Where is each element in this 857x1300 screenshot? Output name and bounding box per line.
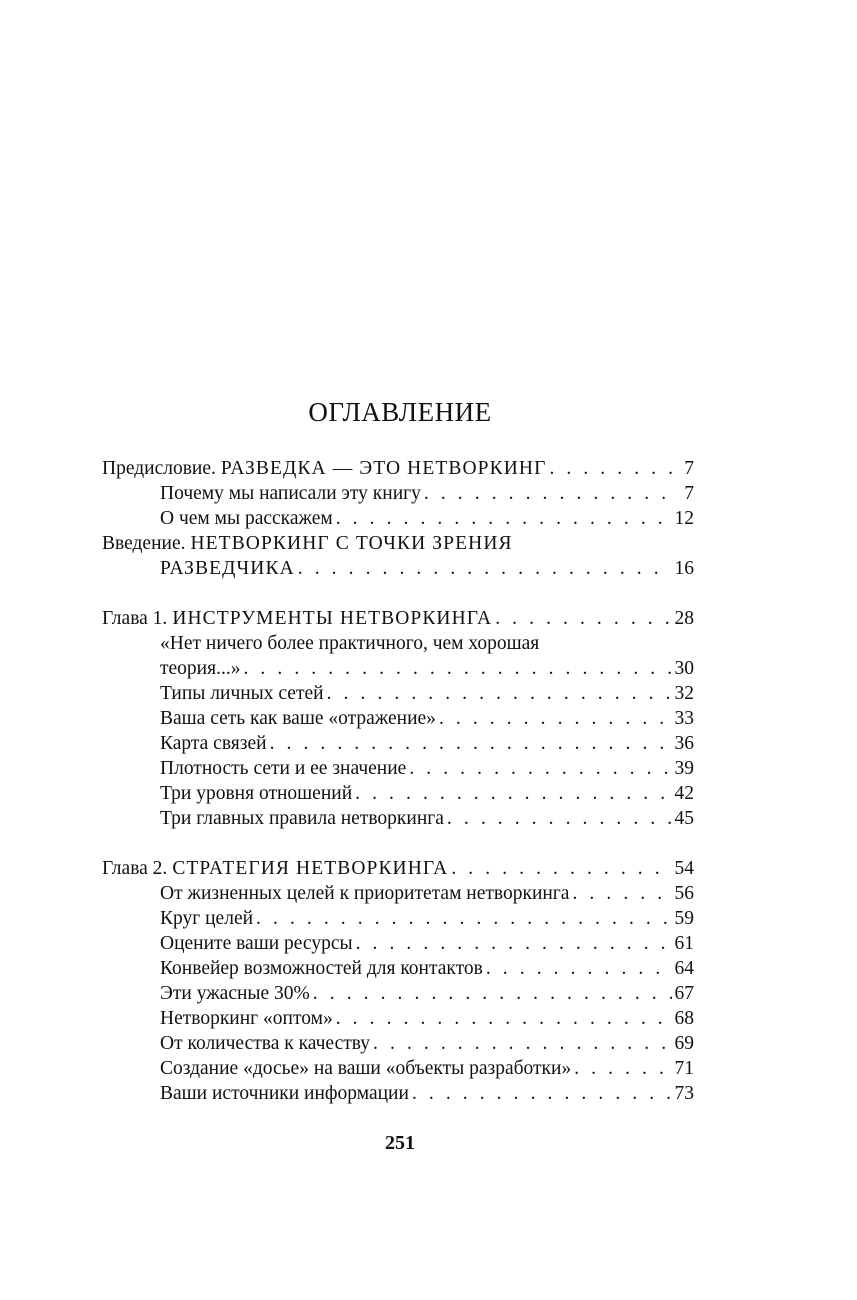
toc-entry-page: 54 bbox=[674, 858, 694, 879]
section-gap bbox=[102, 581, 694, 606]
toc-subentry-title: От жизненных целей к приоритетам нетворкинга bbox=[160, 883, 570, 904]
dot-leader bbox=[451, 856, 671, 881]
toc-entry-page: 16 bbox=[674, 558, 694, 579]
toc-subentry bbox=[102, 981, 694, 1006]
toc-subentry-title: Типы личных сетей bbox=[160, 683, 324, 704]
dot-leader bbox=[486, 956, 672, 981]
dot-leader bbox=[373, 1031, 671, 1056]
toc-subentry bbox=[102, 781, 694, 806]
toc-entry-prefix: Предисловие. bbox=[102, 458, 216, 479]
toc-subentry-title: Конвейер возможностей для контактов bbox=[160, 958, 483, 979]
toc-subentry bbox=[102, 481, 694, 506]
toc-subentry bbox=[102, 631, 694, 656]
dot-leader bbox=[355, 781, 671, 806]
toc-entry-page: 7 bbox=[684, 458, 694, 479]
toc-entry-title-continuation: РАЗВЕДЧИКА bbox=[160, 558, 295, 579]
toc-subentry bbox=[102, 756, 694, 781]
toc-subentry bbox=[102, 1056, 694, 1081]
dot-leader bbox=[409, 756, 671, 781]
toc-subentry-title: Нетворкинг «оптом» bbox=[160, 1008, 333, 1029]
toc-subentry bbox=[102, 681, 694, 706]
toc-subentry bbox=[102, 881, 694, 906]
toc-entry-intro-continuation bbox=[102, 556, 694, 581]
table-of-contents bbox=[102, 456, 694, 1106]
toc-subentry-title: Три главных правила нетворкинга bbox=[160, 808, 444, 829]
toc-subentry-page: 7 bbox=[684, 483, 694, 504]
toc-subentry-title: Круг целей bbox=[160, 908, 254, 929]
toc-subentry bbox=[102, 731, 694, 756]
toc-subentry bbox=[102, 1081, 694, 1106]
toc-subentry bbox=[102, 931, 694, 956]
toc-subentry-page: 30 bbox=[674, 658, 694, 679]
toc-entry-title: ИНСТРУМЕНТЫ НЕТВОРКИНГА bbox=[172, 608, 493, 629]
dot-leader bbox=[412, 1081, 672, 1106]
toc-subentry bbox=[102, 506, 694, 531]
toc-entry-prefix: Введение. bbox=[102, 533, 186, 554]
dot-leader bbox=[356, 931, 672, 956]
page-title: ОГЛАВЛЕНИЕ bbox=[308, 397, 492, 427]
dot-leader bbox=[439, 706, 672, 731]
toc-subentry bbox=[102, 656, 694, 681]
toc-entry-chapter-2 bbox=[102, 856, 694, 881]
toc-subentry-page: 59 bbox=[674, 908, 694, 929]
dot-leader bbox=[298, 556, 672, 581]
toc-subentry-title: Почему мы написали эту книгу bbox=[160, 483, 421, 504]
toc-subentry-page: 36 bbox=[674, 733, 694, 754]
toc-subentry-page: 33 bbox=[674, 708, 694, 729]
toc-subentry-title: Три уровня отношений bbox=[160, 783, 353, 804]
dot-leader bbox=[336, 1006, 672, 1031]
dot-leader bbox=[243, 656, 671, 681]
toc-subentry bbox=[102, 956, 694, 981]
toc-subentry-page: 64 bbox=[674, 958, 694, 979]
toc-subentry-page: 69 bbox=[674, 1033, 694, 1054]
toc-entry-prefix: Глава 1. bbox=[102, 608, 168, 629]
dot-leader bbox=[336, 506, 672, 531]
dot-leader bbox=[256, 906, 671, 931]
toc-entry-title: РАЗВЕДКА — ЭТО НЕТВОРКИНГ bbox=[220, 458, 547, 479]
toc-entry-preface bbox=[102, 456, 694, 481]
toc-entry-intro bbox=[102, 531, 694, 556]
dot-leader bbox=[270, 731, 672, 756]
toc-subentry-page: 12 bbox=[674, 508, 694, 529]
dot-leader bbox=[424, 481, 677, 506]
dot-leader bbox=[495, 606, 671, 631]
toc-subentry-title: Карта связей bbox=[160, 733, 267, 754]
toc-subentry-title: Ваша сеть как ваше «отражение» bbox=[160, 708, 436, 729]
toc-subentry-page: 68 bbox=[674, 1008, 694, 1029]
toc-subentry-title: «Нет ничего более практичного, чем хорошая bbox=[160, 633, 540, 654]
toc-subentry-title: О чем мы расскажем bbox=[160, 508, 333, 529]
dot-leader bbox=[447, 806, 672, 831]
dot-leader bbox=[572, 881, 671, 906]
toc-subentry-page: 42 bbox=[674, 783, 694, 804]
toc-subentry bbox=[102, 806, 694, 831]
toc-entry-title: СТРАТЕГИЯ НЕТВОРКИНГА bbox=[172, 858, 449, 879]
toc-subentry bbox=[102, 906, 694, 931]
toc-subentry-page: 39 bbox=[674, 758, 694, 779]
toc-entry-title: НЕТВОРКИНГ С ТОЧКИ ЗРЕНИЯ bbox=[190, 533, 513, 554]
toc-subentry-page: 71 bbox=[674, 1058, 694, 1079]
toc-subentry-title: Эти ужасные 30% bbox=[160, 983, 310, 1004]
toc-subentry-page: 45 bbox=[674, 808, 694, 829]
dot-leader bbox=[574, 1056, 671, 1081]
toc-subentry-title: Создание «досье» на ваши «объекты разработки» bbox=[160, 1058, 572, 1079]
toc-subentry-page: 56 bbox=[674, 883, 694, 904]
page-number: 251 bbox=[385, 1132, 415, 1154]
toc-subentry-page: 67 bbox=[674, 983, 694, 1004]
toc-subentry-page: 73 bbox=[674, 1083, 694, 1104]
toc-subentry bbox=[102, 706, 694, 731]
toc-subentry bbox=[102, 1031, 694, 1056]
toc-entry-chapter-1 bbox=[102, 606, 694, 631]
toc-subentry-title: Ваши источники информации bbox=[160, 1083, 409, 1104]
toc-subentry-title: От количества к качеству bbox=[160, 1033, 371, 1054]
toc-subentry-title: Плотность сети и ее значение bbox=[160, 758, 407, 779]
toc-subentry bbox=[102, 1006, 694, 1031]
dot-leader bbox=[327, 681, 672, 706]
toc-subentry-title: Оцените ваши ресурсы bbox=[160, 933, 353, 954]
toc-entry-prefix: Глава 2. bbox=[102, 858, 168, 879]
toc-subentry-page: 32 bbox=[674, 683, 694, 704]
toc-subentry-title-continuation: теория...» bbox=[160, 658, 241, 679]
toc-subentry-page: 61 bbox=[674, 933, 694, 954]
section-gap bbox=[102, 831, 694, 856]
dot-leader bbox=[549, 456, 677, 481]
toc-entry-page: 28 bbox=[674, 608, 694, 629]
dot-leader bbox=[313, 981, 672, 1006]
